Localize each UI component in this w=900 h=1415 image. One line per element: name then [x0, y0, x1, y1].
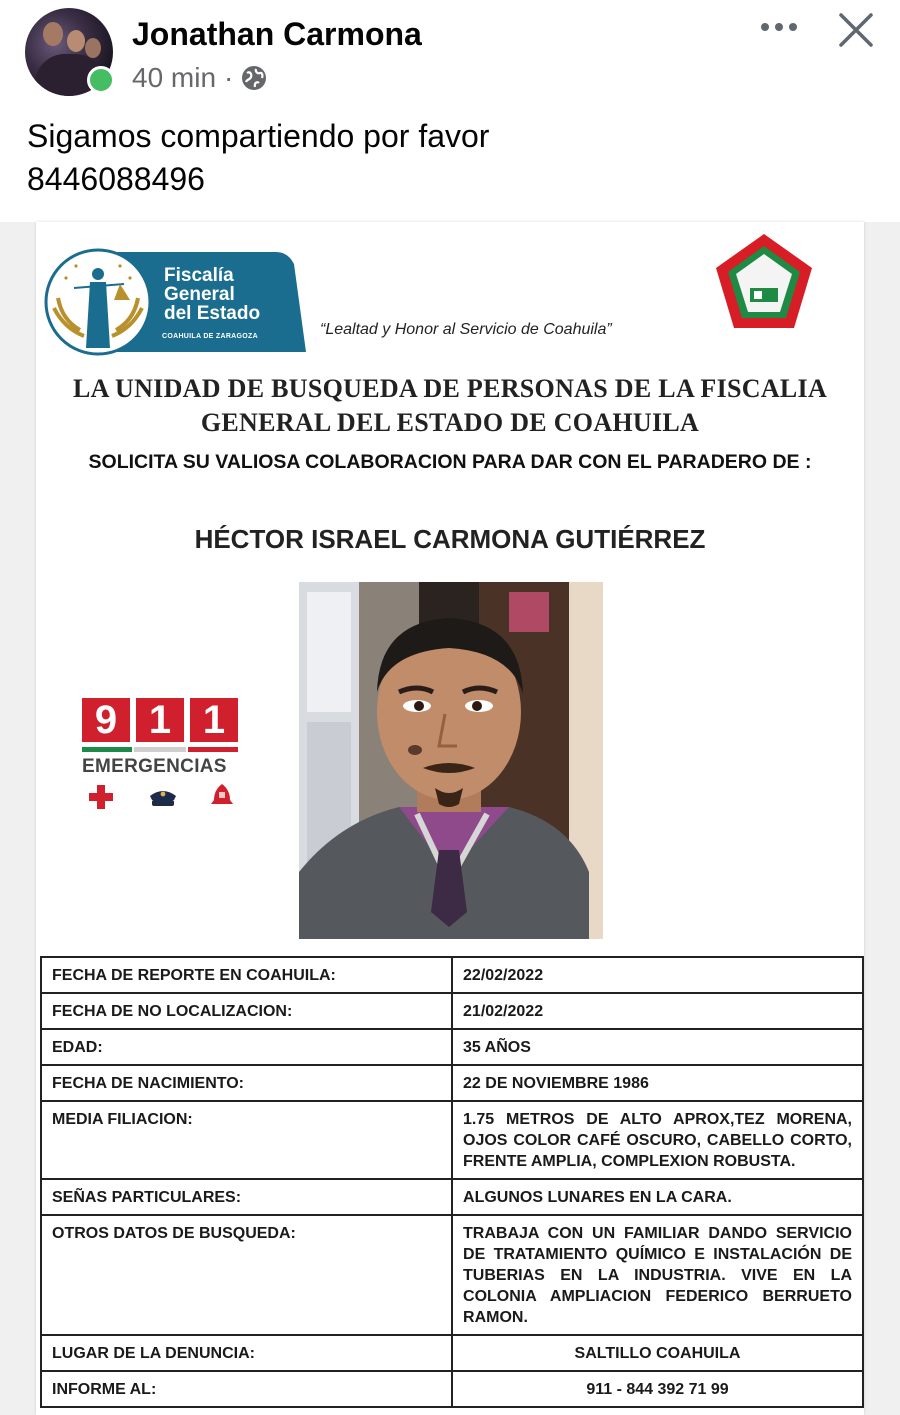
- row-value: SALTILLO COAHUILA: [452, 1335, 863, 1371]
- fiscalia-logo-text: [164, 266, 260, 323]
- row-value: 911 - 844 392 71 99: [452, 1371, 863, 1407]
- row-label: OTROS DATOS DE BUSQUEDA:: [41, 1215, 452, 1335]
- table-row: [41, 1029, 863, 1065]
- post-text-line: Sigamos compartiendo por favor: [27, 118, 490, 154]
- post-author-name[interactable]: Jonathan Carmona: [132, 16, 422, 52]
- row-value: TRABAJA CON UN FAMILIAR DANDO SERVICIO DE TRATAMIENTO QUÍMICO E INSTALACIÓN DE TUBERIAS EN LA INDUSTRIA. VIVE EN LA COLONIA AMPLIACION FEDERICO BERRUETO RAMON.: [452, 1215, 863, 1335]
- globe-icon: [241, 65, 267, 91]
- flyer-heading: GENERAL DEL ESTADO DE COAHUILA: [200, 408, 700, 437]
- row-value: ALGUNOS LUNARES EN LA CARA.: [452, 1179, 863, 1215]
- row-label: FECHA DE REPORTE EN COAHUILA:: [41, 957, 452, 993]
- row-label: FECHA DE NO LOCALIZACION:: [41, 993, 452, 1029]
- table-row: [41, 1371, 863, 1407]
- table-row: [41, 1215, 863, 1335]
- post-text: [27, 115, 489, 201]
- flyer-subheading: SOLICITA SU VALIOSA COLABORACION PARA DAR CON EL PARADERO DE :: [88, 451, 812, 473]
- missing-person-photo: [299, 582, 603, 939]
- meta-separator: ·: [224, 62, 234, 93]
- emergency-label: EMERGENCIAS: [82, 756, 227, 777]
- post-image-flyer[interactable]: [36, 222, 864, 1415]
- row-label: LUGAR DE LA DENUNCIA:: [41, 1335, 452, 1371]
- more-options-icon[interactable]: [758, 12, 800, 42]
- fiscalia-logo-subtitle: COAHUILA DE ZARAGOZA: [162, 333, 258, 340]
- red-cross-icon: [88, 784, 114, 810]
- close-icon[interactable]: [836, 10, 876, 50]
- post-timestamp[interactable]: 40 min: [132, 62, 217, 93]
- row-value: 22/02/2022: [452, 957, 863, 993]
- row-value: 35 AÑOS: [452, 1029, 863, 1065]
- logo-line: Fiscalía: [164, 265, 234, 286]
- table-row: [41, 1335, 863, 1371]
- table-row: [41, 1179, 863, 1215]
- row-label: SEÑAS PARTICULARES:: [41, 1179, 452, 1215]
- fire-helmet-icon: [210, 782, 234, 808]
- search-unit-badge: [712, 232, 816, 332]
- digit: 1: [190, 698, 238, 742]
- digit: 1: [136, 698, 184, 742]
- table-row: [41, 1065, 863, 1101]
- post-meta: [132, 62, 267, 94]
- online-status-indicator: [87, 66, 115, 94]
- table-row: [41, 957, 863, 993]
- row-label: FECHA DE NACIMIENTO:: [41, 1065, 452, 1101]
- row-value: 1.75 METROS DE ALTO APROX,TEZ MORENA, OJOS COLOR CAFÉ OSCURO, CABELLO CORTO, FRENTE AMPLIA, COMPLEXION ROBUSTA.: [452, 1101, 863, 1179]
- post-header: [0, 0, 900, 220]
- missing-person-name: HÉCTOR ISRAEL CARMONA GUTIÉRREZ: [194, 524, 706, 554]
- table-row: [41, 1101, 863, 1179]
- logo-line: del Estado: [164, 303, 261, 324]
- row-label: EDAD:: [41, 1029, 452, 1065]
- table-row: [41, 993, 863, 1029]
- logo-line: General: [164, 284, 235, 305]
- police-cap-icon: [148, 786, 178, 808]
- post-phone-number[interactable]: 8446088496: [27, 161, 205, 197]
- row-label: MEDIA FILIACION:: [41, 1101, 452, 1179]
- emergency-911-logo: [82, 698, 242, 812]
- digit: 9: [82, 698, 130, 742]
- row-value: 21/02/2022: [452, 993, 863, 1029]
- flyer-heading: LA UNIDAD DE BUSQUEDA DE PERSONAS DE LA FISCALIA: [72, 374, 828, 403]
- row-value: 22 DE NOVIEMBRE 1986: [452, 1065, 863, 1101]
- missing-person-info-table: [40, 956, 864, 1408]
- row-label: INFORME AL:: [41, 1371, 452, 1407]
- motto: “Lealtad y Honor al Servicio de Coahuila”: [320, 321, 612, 338]
